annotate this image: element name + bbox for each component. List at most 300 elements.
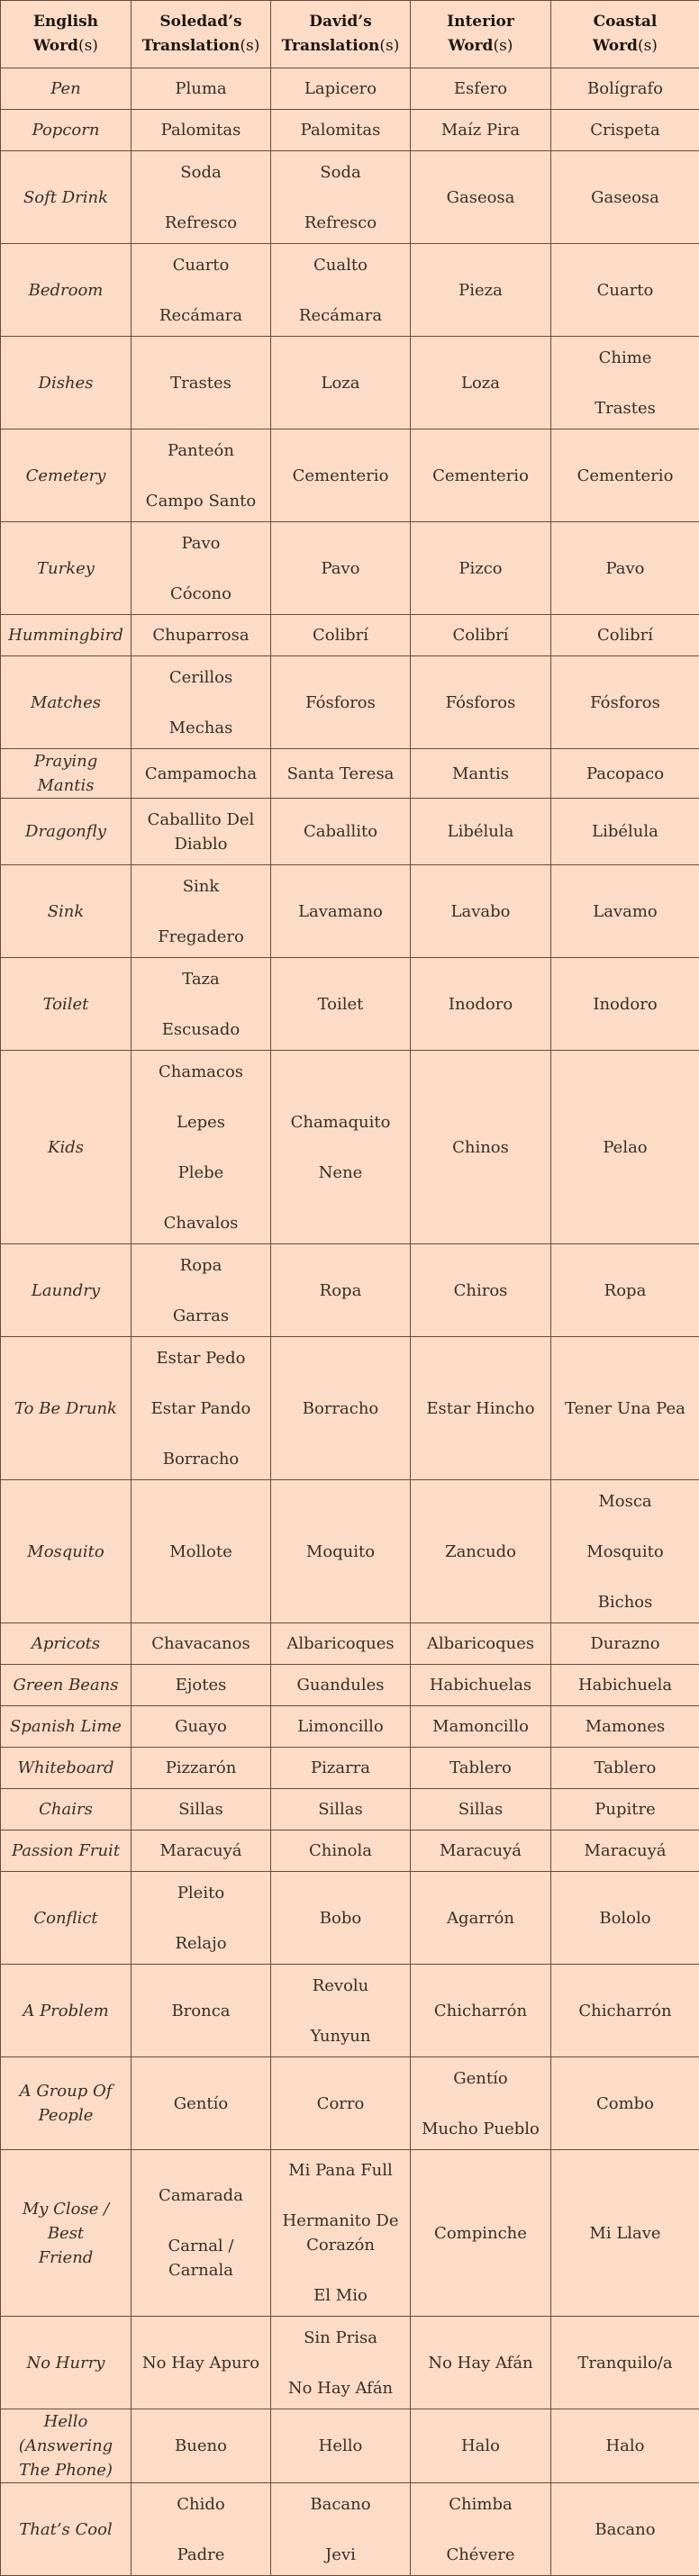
cell-coastal-word — [551, 2483, 699, 2576]
cell-interior-word — [411, 799, 551, 865]
cell-interior-word — [411, 2409, 551, 2483]
cell-text: Palomitas — [278, 118, 403, 142]
cell-text: Cementerio — [278, 464, 403, 488]
cell-text: Padre — [139, 2543, 263, 2567]
cell-soledad-translation — [132, 1244, 271, 1337]
cell-text: Loza — [418, 371, 543, 395]
cell-coastal-word — [551, 1051, 699, 1244]
cell-text: Guayo — [139, 1714, 263, 1739]
cell-text: Mantis — [418, 762, 543, 786]
cell-text: Chavalos — [139, 1211, 263, 1235]
cell-text: Toilet — [8, 992, 123, 1017]
cell-english-word — [1, 2057, 132, 2150]
cell-text: Mi Pana Full — [278, 2158, 403, 2183]
cell-interior-word — [411, 1965, 551, 2057]
table-row — [1, 1830, 699, 1872]
cell-text: Chiros — [418, 1279, 543, 1303]
cell-text: Escusado — [139, 1017, 263, 1042]
cell-interior-word — [411, 522, 551, 615]
cell-english-word — [1, 749, 132, 799]
cell-interior-word — [411, 615, 551, 656]
header-english-word: English Word(s) — [1, 1, 132, 68]
cell-text: Cemetery — [8, 464, 123, 488]
cell-interior-word — [411, 1789, 551, 1830]
cell-text: Colibrí — [558, 623, 692, 647]
cell-soledad-translation — [132, 958, 271, 1051]
cell-text: Crispeta — [558, 118, 692, 142]
cell-text: Chairs — [8, 1797, 123, 1821]
cell-david-translation — [271, 1480, 411, 1623]
cell-text: Pizzarón — [139, 1756, 263, 1780]
cell-text: Fósforos — [418, 691, 543, 715]
cell-english-word — [1, 799, 132, 865]
table-row — [1, 1665, 699, 1706]
cell-coastal-word — [551, 1872, 699, 1965]
cell-text: Relajo — [139, 1931, 263, 1956]
cell-david-translation — [271, 2150, 411, 2317]
cell-text: Friend — [8, 2246, 123, 2270]
cell-text: Lavabo — [418, 899, 543, 924]
table-row — [1, 1337, 699, 1480]
cell-text: Pluma — [139, 77, 263, 101]
cell-david-translation — [271, 2317, 411, 2409]
cell-david-translation — [271, 2409, 411, 2483]
cell-english-word — [1, 2317, 132, 2409]
table-header — [1, 1, 699, 68]
cell-text: Mollote — [139, 1540, 263, 1564]
cell-text: Trastes — [558, 396, 692, 420]
cell-english-word — [1, 1665, 132, 1706]
cell-coastal-word — [551, 799, 699, 865]
cell-english-word — [1, 1830, 132, 1872]
cell-coastal-word — [551, 2409, 699, 2483]
table-row — [1, 1244, 699, 1337]
cell-text: Gaseosa — [418, 185, 543, 210]
table-row — [1, 1748, 699, 1789]
cell-text: Pelao — [558, 1135, 692, 1160]
cell-soledad-translation — [132, 2150, 271, 2317]
cell-text: Mamones — [558, 1714, 692, 1739]
cell-coastal-word — [551, 749, 699, 799]
cell-interior-word — [411, 2317, 551, 2409]
cell-text: Nene — [278, 1161, 403, 1185]
cell-interior-word — [411, 1665, 551, 1706]
cell-text: Praying Mantis — [8, 749, 123, 798]
cell-text: Chimba — [418, 2492, 543, 2517]
cell-david-translation — [271, 151, 411, 244]
cell-text: Albaricoques — [278, 1631, 403, 1656]
cell-text: Mi Llave — [558, 2221, 692, 2246]
cell-coastal-word — [551, 1244, 699, 1337]
cell-text: Guandules — [278, 1673, 403, 1697]
cell-text: Caballito Del — [139, 808, 263, 832]
cell-interior-word — [411, 429, 551, 522]
cell-text: Combo — [558, 2092, 692, 2116]
cell-english-word — [1, 2150, 132, 2317]
cell-text: Loza — [278, 371, 403, 395]
cell-text: Ejotes — [139, 1673, 263, 1697]
cell-david-translation — [271, 337, 411, 429]
cell-english-word — [1, 1748, 132, 1789]
cell-soledad-translation — [132, 2317, 271, 2409]
cell-english-word — [1, 2483, 132, 2576]
cell-text: Refresco — [278, 211, 403, 235]
header-coastal-word: Coastal Word(s) — [551, 1, 699, 68]
cell-interior-word — [411, 244, 551, 337]
cell-text: Corro — [278, 2092, 403, 2116]
cell-text: Diablo — [139, 832, 263, 856]
cell-text: Compinche — [418, 2221, 543, 2246]
cell-coastal-word — [551, 522, 699, 615]
table-row — [1, 151, 699, 244]
cell-text: Sin Prisa — [278, 2326, 403, 2350]
cell-text: No Hay Afán — [418, 2351, 543, 2375]
cell-english-word — [1, 1480, 132, 1623]
table-row — [1, 958, 699, 1051]
cell-text: Whiteboard — [8, 1756, 123, 1780]
cell-coastal-word — [551, 2317, 699, 2409]
cell-soledad-translation — [132, 110, 271, 151]
cell-soledad-translation — [132, 1480, 271, 1623]
header-david-translation: David’s Translation(s) — [271, 1, 411, 68]
cell-soledad-translation — [132, 1337, 271, 1480]
cell-coastal-word — [551, 110, 699, 151]
cell-david-translation — [271, 2057, 411, 2150]
cell-english-word — [1, 522, 132, 615]
cell-text: Halo — [418, 2434, 543, 2458]
cell-text: Chido — [139, 2492, 263, 2517]
cell-text: Fósforos — [278, 691, 403, 715]
table-row — [1, 2150, 699, 2317]
cell-coastal-word — [551, 151, 699, 244]
table-row — [1, 2057, 699, 2150]
cell-soledad-translation — [132, 244, 271, 337]
cell-text: Tablero — [558, 1756, 692, 1780]
table-row — [1, 1051, 699, 1244]
cell-text: Sillas — [418, 1797, 543, 1821]
cell-english-word — [1, 615, 132, 656]
cell-david-translation — [271, 2483, 411, 2576]
cell-coastal-word — [551, 615, 699, 656]
cell-text: Moquito — [278, 1540, 403, 1564]
cell-text: Cuarto — [558, 278, 692, 303]
cell-soledad-translation — [132, 799, 271, 865]
cell-text: Chinola — [278, 1839, 403, 1863]
cell-text: Camarada — [139, 2183, 263, 2208]
cell-text: Palomitas — [139, 118, 263, 142]
table-row — [1, 1706, 699, 1748]
cell-text: Dragonfly — [8, 819, 123, 844]
cell-text: Inodoro — [558, 992, 692, 1017]
cell-text: Mechas — [139, 716, 263, 740]
cell-text: Lepes — [139, 1110, 263, 1134]
cell-text: Conflict — [8, 1906, 123, 1930]
cell-soledad-translation — [132, 615, 271, 656]
cell-david-translation — [271, 1244, 411, 1337]
cell-interior-word — [411, 2150, 551, 2317]
cell-english-word — [1, 1623, 132, 1665]
cell-text: Hello (Answering — [8, 2409, 123, 2458]
cell-text: Chime — [558, 346, 692, 370]
cell-david-translation — [271, 68, 411, 110]
cell-english-word — [1, 865, 132, 958]
cell-text: Habichuela — [558, 1673, 692, 1697]
cell-text: Colibrí — [278, 623, 403, 647]
cell-interior-word — [411, 865, 551, 958]
cell-david-translation — [271, 522, 411, 615]
cell-english-word — [1, 1244, 132, 1337]
cell-soledad-translation — [132, 749, 271, 799]
cell-soledad-translation — [132, 1623, 271, 1665]
table-row — [1, 2317, 699, 2409]
cell-david-translation — [271, 799, 411, 865]
cell-english-word — [1, 1337, 132, 1480]
cell-text: Pen — [8, 77, 123, 101]
cell-text: Tablero — [418, 1756, 543, 1780]
cell-text: Mosca — [558, 1489, 692, 1514]
cell-text: Estar Pando — [139, 1396, 263, 1421]
cell-soledad-translation — [132, 656, 271, 749]
cell-text: Gaseosa — [558, 185, 692, 210]
cell-soledad-translation — [132, 2483, 271, 2576]
cell-interior-word — [411, 958, 551, 1051]
cell-soledad-translation — [132, 337, 271, 429]
cell-interior-word — [411, 2057, 551, 2150]
table-row — [1, 656, 699, 749]
cell-text: Maíz Pira — [418, 118, 543, 142]
cell-english-word — [1, 1965, 132, 2057]
table-row — [1, 2483, 699, 2576]
cell-text: Pizarra — [278, 1756, 403, 1780]
cell-text: Taza — [139, 967, 263, 991]
table-row — [1, 1965, 699, 2057]
cell-text: Turkey — [8, 556, 123, 581]
cell-text: Cuarto — [139, 253, 263, 277]
cell-text: Pupitre — [558, 1797, 692, 1821]
header-row — [1, 1, 699, 68]
cell-text: Bolígrafo — [558, 77, 692, 101]
cell-text: Cementerio — [418, 464, 543, 488]
cell-david-translation — [271, 865, 411, 958]
cell-coastal-word — [551, 337, 699, 429]
cell-text: Soft Drink — [8, 185, 123, 210]
cell-coastal-word — [551, 1665, 699, 1706]
table-row — [1, 68, 699, 110]
cell-david-translation — [271, 244, 411, 337]
cell-text: Estar Hincho — [418, 1396, 543, 1421]
cell-text: Chicharrón — [558, 1999, 692, 2023]
cell-text: Zancudo — [418, 1540, 543, 1564]
cell-soledad-translation — [132, 68, 271, 110]
cell-text: Mucho Pueblo — [418, 2117, 543, 2141]
cell-text: No Hay Apuro — [139, 2351, 263, 2375]
cell-text: Fregadero — [139, 925, 263, 949]
cell-coastal-word — [551, 244, 699, 337]
cell-english-word — [1, 151, 132, 244]
cell-text: Laundry — [8, 1279, 123, 1303]
cell-english-word — [1, 1872, 132, 1965]
cell-david-translation — [271, 749, 411, 799]
cell-text: Pacopaco — [558, 762, 692, 786]
table-row — [1, 799, 699, 865]
cell-coastal-word — [551, 656, 699, 749]
cell-soledad-translation — [132, 1051, 271, 1244]
cell-text: Gentío — [139, 2092, 263, 2116]
cell-text: Pieza — [418, 278, 543, 303]
cell-text: Sink — [8, 899, 123, 924]
cell-text: Chamaquito — [278, 1110, 403, 1134]
cell-text: Spanish Lime — [8, 1714, 123, 1739]
cell-coastal-word — [551, 68, 699, 110]
cell-soledad-translation — [132, 522, 271, 615]
cell-soledad-translation — [132, 2409, 271, 2483]
cell-text: Tener Una Pea — [558, 1396, 692, 1421]
cell-text: Chamacos — [139, 1060, 263, 1084]
cell-interior-word — [411, 1244, 551, 1337]
cell-interior-word — [411, 656, 551, 749]
table-row — [1, 429, 699, 522]
cell-text: Recámara — [278, 303, 403, 328]
table-row — [1, 110, 699, 151]
cell-text: Bacano — [278, 2492, 403, 2517]
cell-david-translation — [271, 1748, 411, 1789]
cell-english-word — [1, 1051, 132, 1244]
cell-coastal-word — [551, 1748, 699, 1789]
cell-coastal-word — [551, 1789, 699, 1830]
cell-text: To Be Drunk — [8, 1396, 123, 1421]
cell-text: Panteón — [139, 438, 263, 463]
cell-text: Mamoncillo — [418, 1714, 543, 1739]
cell-interior-word — [411, 110, 551, 151]
cell-english-word — [1, 656, 132, 749]
cell-text: Borracho — [278, 1396, 403, 1421]
cell-text: Green Beans — [8, 1673, 123, 1697]
cell-text: Trastes — [139, 371, 263, 395]
cell-interior-word — [411, 1872, 551, 1965]
cell-text: Maracuyá — [139, 1839, 263, 1863]
cell-text: Halo — [558, 2434, 692, 2458]
cell-coastal-word — [551, 2150, 699, 2317]
cell-text: Chicharrón — [418, 1999, 543, 2023]
cell-text: Soda — [139, 160, 263, 185]
header-soledad-translation: Soledad’s Translation(s) — [132, 1, 271, 68]
cell-david-translation — [271, 958, 411, 1051]
cell-text: Passion Fruit — [8, 1839, 123, 1863]
cell-coastal-word — [551, 958, 699, 1051]
cell-text: No Hurry — [8, 2351, 123, 2375]
cell-english-word — [1, 2409, 132, 2483]
cell-english-word — [1, 68, 132, 110]
cell-text: A Problem — [8, 1999, 123, 2023]
cell-text: Refresco — [139, 211, 263, 235]
cell-text: Revolu — [278, 1974, 403, 1998]
cell-english-word — [1, 1789, 132, 1830]
cell-text: Ropa — [558, 1279, 692, 1303]
cell-text: Pavo — [139, 531, 263, 556]
cell-coastal-word — [551, 429, 699, 522]
cell-text: Ropa — [278, 1279, 403, 1303]
cell-text: Popcorn — [8, 118, 123, 142]
cell-david-translation — [271, 1623, 411, 1665]
cell-text: Pavo — [558, 556, 692, 581]
cell-text: Plebe — [139, 1161, 263, 1185]
cell-text: Bronca — [139, 1999, 263, 2023]
cell-interior-word — [411, 1480, 551, 1623]
cell-text: Tranquilo/a — [558, 2351, 692, 2375]
table-row — [1, 1623, 699, 1665]
cell-soledad-translation — [132, 1830, 271, 1872]
cell-interior-word — [411, 68, 551, 110]
table-row — [1, 522, 699, 615]
cell-text: Yunyun — [278, 2024, 403, 2048]
table-row — [1, 337, 699, 429]
cell-interior-word — [411, 1706, 551, 1748]
cell-soledad-translation — [132, 1665, 271, 1706]
cell-text: Campo Santo — [139, 489, 263, 513]
cell-soledad-translation — [132, 2057, 271, 2150]
cell-text: Bedroom — [8, 278, 123, 303]
cell-text: Bololo — [558, 1906, 692, 1930]
cell-soledad-translation — [132, 1748, 271, 1789]
cell-text: Chinos — [418, 1135, 543, 1160]
cell-text: Libélula — [558, 819, 692, 844]
cell-coastal-word — [551, 2057, 699, 2150]
cell-text: Hello — [278, 2434, 403, 2458]
cell-text: Albaricoques — [418, 1631, 543, 1656]
cell-text: Fósforos — [558, 691, 692, 715]
cell-text: No Hay Afán — [278, 2376, 403, 2400]
cell-interior-word — [411, 2483, 551, 2576]
cell-text: Lavamano — [278, 899, 403, 924]
cell-text: A Group Of — [8, 2079, 123, 2103]
cell-coastal-word — [551, 1706, 699, 1748]
cell-coastal-word — [551, 1830, 699, 1872]
cell-david-translation — [271, 656, 411, 749]
cell-text: Santa Teresa — [278, 762, 403, 786]
cell-text: Pleito — [139, 1881, 263, 1905]
cell-text: Soda — [278, 160, 403, 185]
cell-english-word — [1, 110, 132, 151]
cell-david-translation — [271, 429, 411, 522]
cell-english-word — [1, 958, 132, 1051]
cell-david-translation — [271, 1706, 411, 1748]
cell-soledad-translation — [132, 1789, 271, 1830]
cell-david-translation — [271, 1051, 411, 1244]
cell-text: Campamocha — [139, 762, 263, 786]
cell-text: Habichuelas — [418, 1673, 543, 1697]
cell-text: Lavamo — [558, 899, 692, 924]
table-row — [1, 615, 699, 656]
cell-interior-word — [411, 1051, 551, 1244]
cell-coastal-word — [551, 1480, 699, 1623]
cell-david-translation — [271, 1872, 411, 1965]
cell-text: Bacano — [558, 2517, 692, 2542]
cell-text: My Close / Best — [8, 2197, 123, 2246]
table-row — [1, 1789, 699, 1830]
cell-text: Gentío — [418, 2066, 543, 2091]
cell-text: That’s Cool — [8, 2517, 123, 2542]
cell-interior-word — [411, 1337, 551, 1480]
cell-text: Cualto — [278, 253, 403, 277]
cell-text: Jevi — [278, 2543, 403, 2567]
cell-text: Bichos — [558, 1590, 692, 1614]
cell-text: Garras — [139, 1304, 263, 1328]
table-body — [1, 68, 699, 2576]
cell-text: Bobo — [278, 1906, 403, 1930]
cell-text: Sink — [139, 874, 263, 899]
cell-english-word — [1, 429, 132, 522]
table-row — [1, 749, 699, 799]
